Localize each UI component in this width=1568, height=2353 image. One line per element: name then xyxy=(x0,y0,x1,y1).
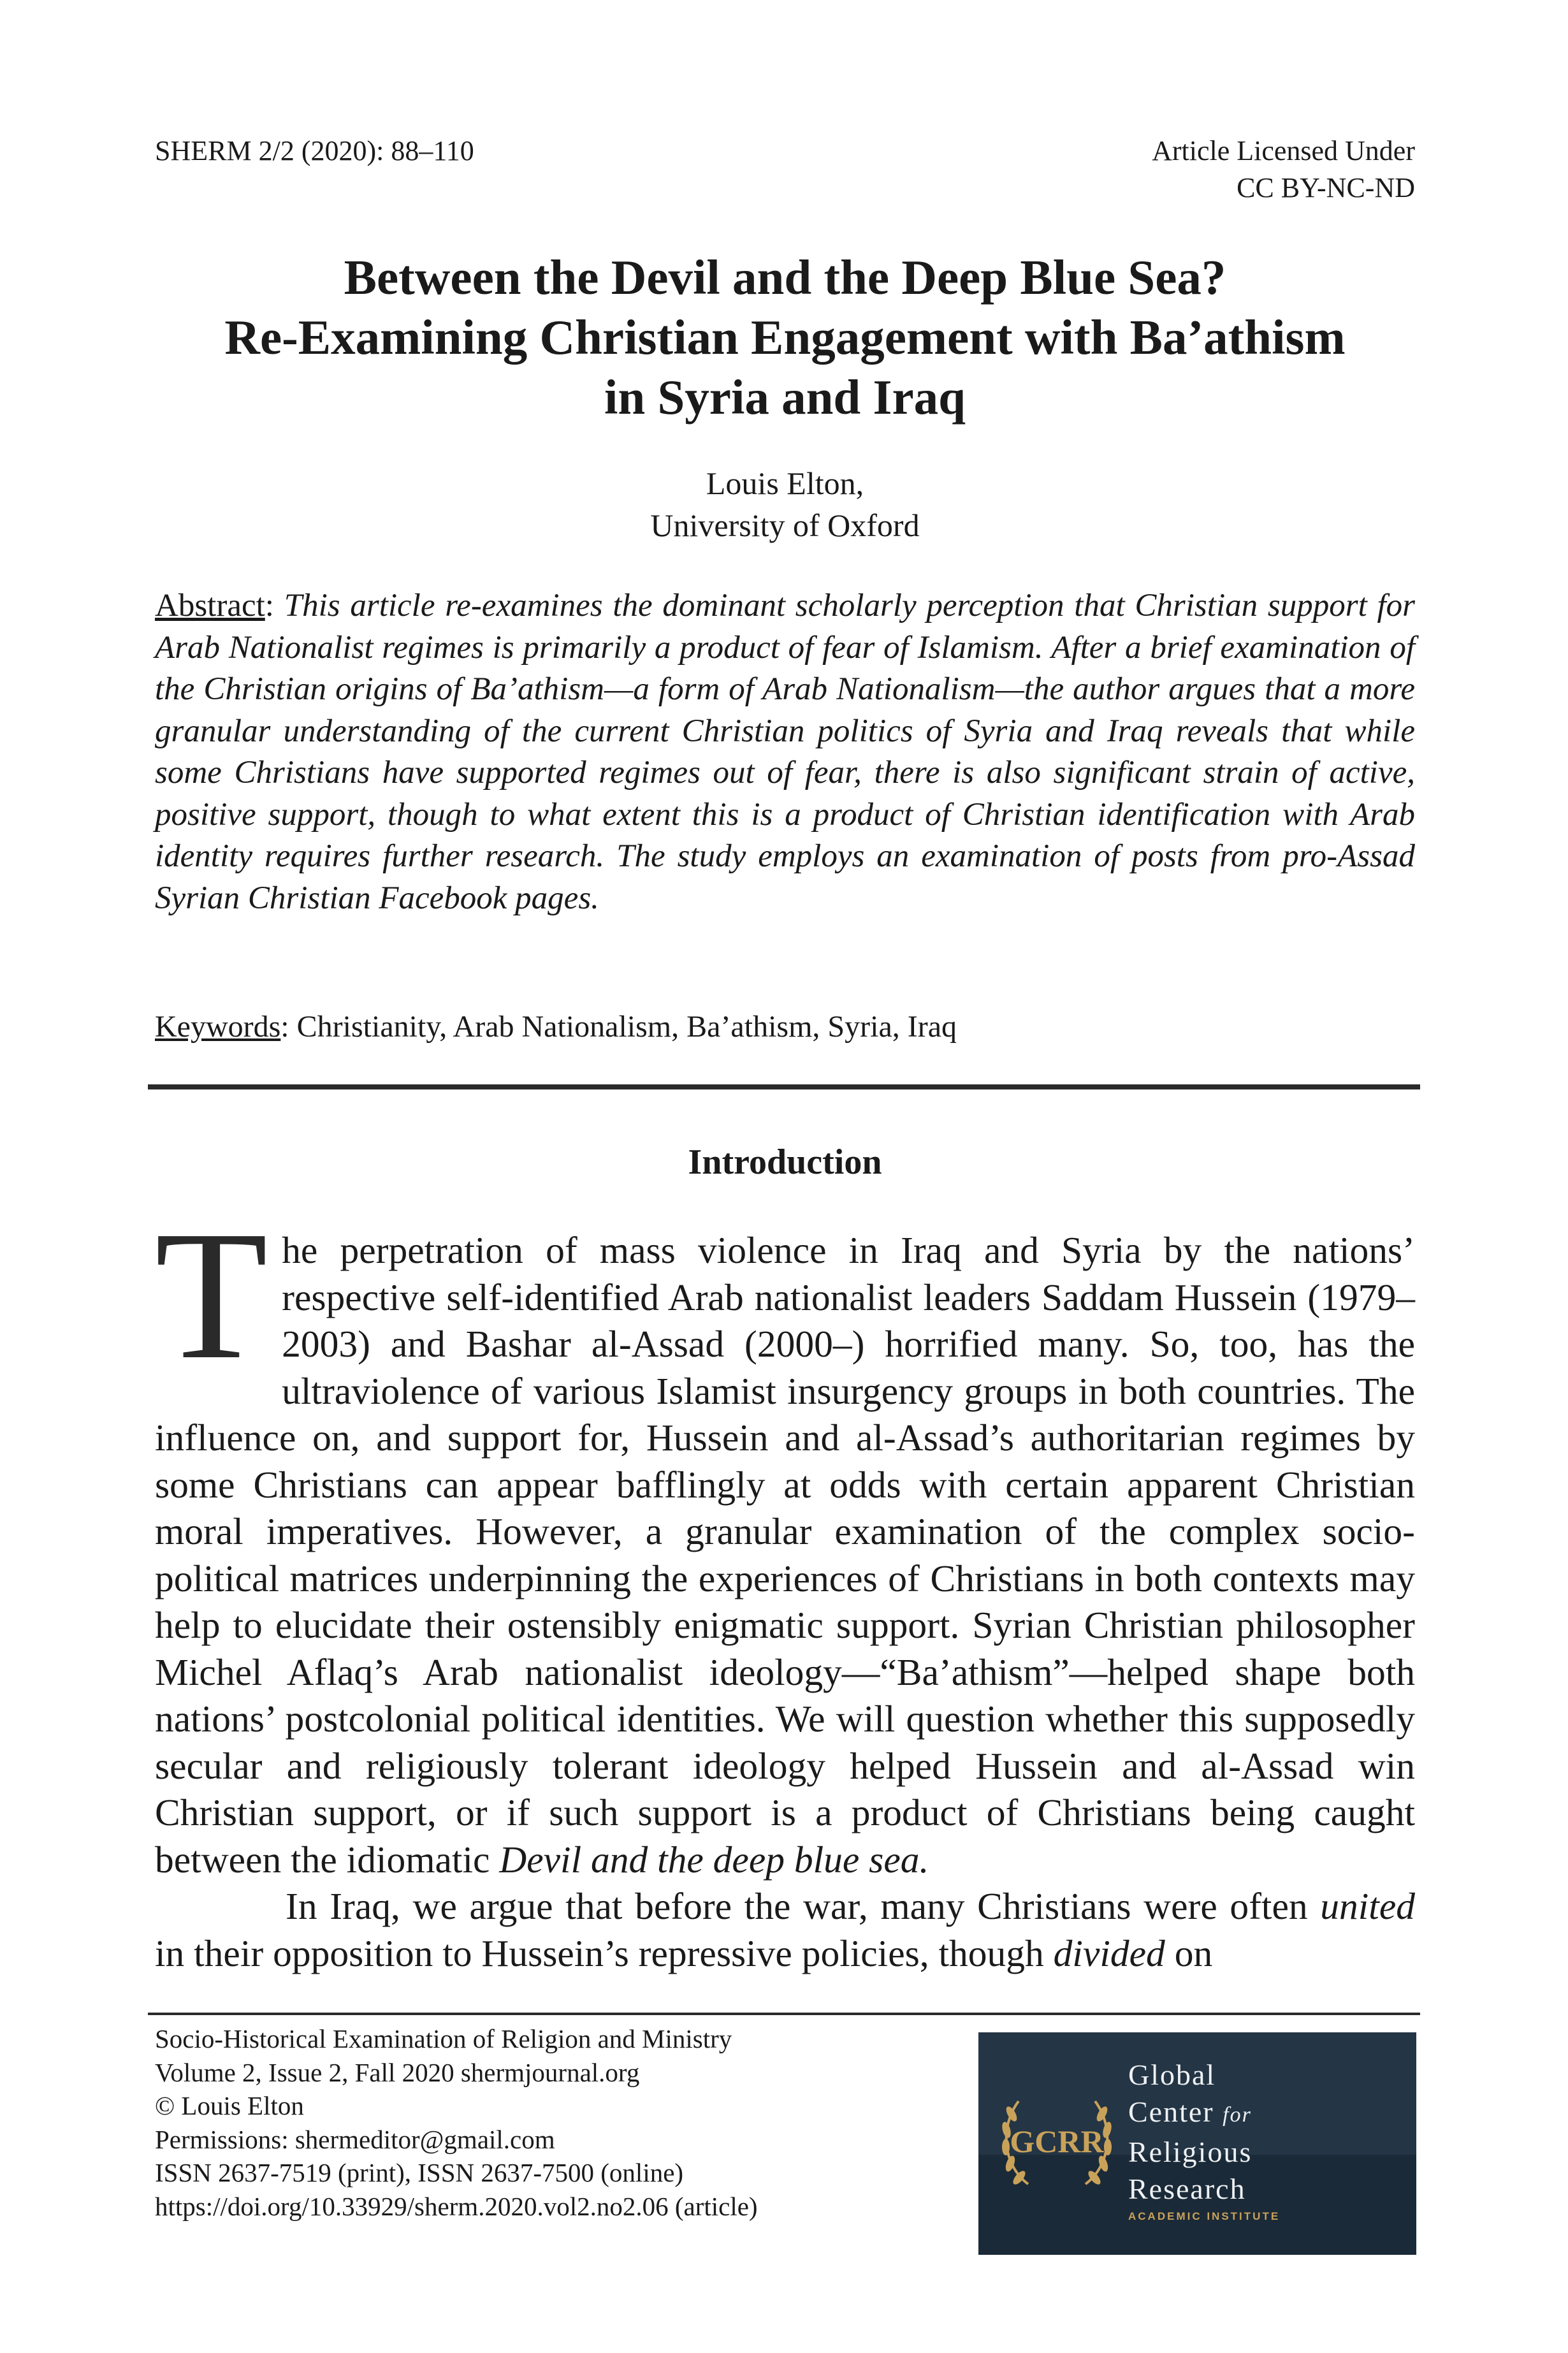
license-notice xyxy=(1152,133,1415,207)
license-line-2: CC BY-NC-ND xyxy=(1237,172,1415,203)
footer-issn: ISSN 2637-7519 (print), ISSN 2637-7500 (online) xyxy=(155,2158,684,2187)
paragraph-2-text-b: in their opposition to Hussein’s repressive policies, though xyxy=(155,1932,1054,1974)
gcrr-logo xyxy=(978,2032,1416,2255)
footer-journal-name: Socio-Historical Examination of Religion and Ministry xyxy=(155,2024,732,2053)
footer-info xyxy=(155,2022,952,2223)
title-line-1: Between the Devil and the Deep Blue Sea? xyxy=(344,250,1226,305)
introduction-body xyxy=(155,1193,1415,1977)
logo-line-center xyxy=(1128,2094,1280,2134)
logo-word-center: Center xyxy=(1128,2095,1214,2128)
author-affiliation: University of Oxford xyxy=(650,507,920,543)
logo-subtitle: ACADEMIC INSTITUTE xyxy=(1128,2210,1281,2222)
author-block xyxy=(155,462,1415,546)
keywords: Keywords: Christianity, Arab Nationalism, Ba’athism, Syria, Iraq xyxy=(155,1010,957,1044)
logo-wordmark xyxy=(1128,2057,1280,2224)
paragraph-2-italic-united: united xyxy=(1320,1885,1415,1927)
abstract-label: Abstract xyxy=(155,588,265,623)
paragraph-1 xyxy=(155,1193,1415,1883)
logo-line-religious: Religious xyxy=(1128,2136,1252,2168)
paragraph-2-text-c: on xyxy=(1165,1932,1213,1974)
drop-cap: T xyxy=(155,1193,268,1397)
journal-citation: SHERM 2/2 (2020): 88–110 xyxy=(155,135,474,166)
title-line-2: Re-Examining Christian Engagement with Ba’athism xyxy=(224,310,1346,365)
keywords-label: Keywords xyxy=(155,1010,281,1044)
laurel-wreath-icon xyxy=(990,2088,1124,2197)
logo-word-for: for xyxy=(1223,2103,1252,2127)
logo-line-global: Global xyxy=(1128,2058,1216,2091)
paragraph-1-italic: Devil and the deep blue sea. xyxy=(499,1838,929,1881)
logo-line-research: Research xyxy=(1128,2173,1246,2205)
article-title xyxy=(155,247,1415,427)
introduction-heading: Introduction xyxy=(688,1142,882,1182)
abstract-text: This article re-examines the dominant scholarly perception that Christian support for Arab Nationalist regimes is primarily a product of fear of Islamism. After a brief examination of the Christian origins of Ba’athism—a form of Arab Nationalism—the author argues that a more granular understanding of the current Christian politics of Syria and Iraq reveals that while some Christians have supported regimes out of fear, there is also significant strain of active, positive support, though to what extent this is a product of Christian identification with Arab identity requires further research. The study employs an examination of posts from pro-Assad Syrian Christian Facebook pages. xyxy=(155,588,1416,916)
author-name: Louis Elton, xyxy=(706,465,864,501)
title-line-3: in Syria and Iraq xyxy=(604,370,966,425)
section-divider xyxy=(148,1084,1420,1089)
license-line-1: Article Licensed Under xyxy=(1152,135,1415,166)
paragraph-1-text: he perpetration of mass violence in Iraq and Syria by the nations’ respective self-identified Arab nationalist leaders Saddam Hussein (1979–2003) and Bashar al-Assad (2000–) horrified many. So, too, has the ultraviolence of various Islamist insurgency groups in both countries. The influence on, and support for, Hussein and al-Assad’s authoritarian regimes by some Christians can appear bafflingly at odds with certain apparent Christian moral imperatives. However, a granular examination of the complex socio-political matrices underpinning the experiences of Christians in both contexts may help to elucidate their ostensibly enigmatic support. Syrian Christian philosopher Michel Aflaq’s Arab nationalist ideology—“Ba’athism”—helped shape both nations’ postcolonial political identities. We will question whether this supposedly secular and religiously tolerant ideology helped Hussein and al-Assad win Christian support, or if such support is a product of Christians being caught between the idiomatic xyxy=(155,1229,1415,1881)
footer-doi[interactable]: https://doi.org/10.33929/sherm.2020.vol2.no2.06 (article) xyxy=(155,2191,758,2221)
paragraph-2-italic-divided: divided xyxy=(1053,1932,1165,1974)
footer-permissions: Permissions: shermeditor@gmail.com xyxy=(155,2124,555,2154)
paragraph-2 xyxy=(155,1883,1415,1977)
paragraph-2-text-a: In Iraq, we argue that before the war, many Christians were often xyxy=(286,1885,1321,1927)
abstract: Abstract: This article re-examines the dominant scholarly perception that Christian support for Arab Nationalist regimes is primarily a product of fear of Islamism. After a brief examination of the Christian origins of Ba’athism—a form of Arab Nationalism—the author argues that a more granular understanding of the current Christian politics of Syria and Iraq reveals that while some Christians have supported regimes out of fear, there is also significant strain of active, positive support, though to what extent this is a product of Christian identification with Arab identity requires further research. The study employs an examination of posts from pro-Assad Syrian Christian Facebook pages. xyxy=(155,588,1416,916)
logo-monogram: GCRR xyxy=(1010,2124,1104,2159)
keywords-text: Christianity, Arab Nationalism, Ba’athism, Syria, Iraq xyxy=(296,1010,957,1044)
footer-volume: Volume 2, Issue 2, Fall 2020 shermjournal.org xyxy=(155,2057,640,2087)
footer-divider xyxy=(148,2013,1420,2015)
footer-copyright: © Louis Elton xyxy=(155,2091,304,2120)
